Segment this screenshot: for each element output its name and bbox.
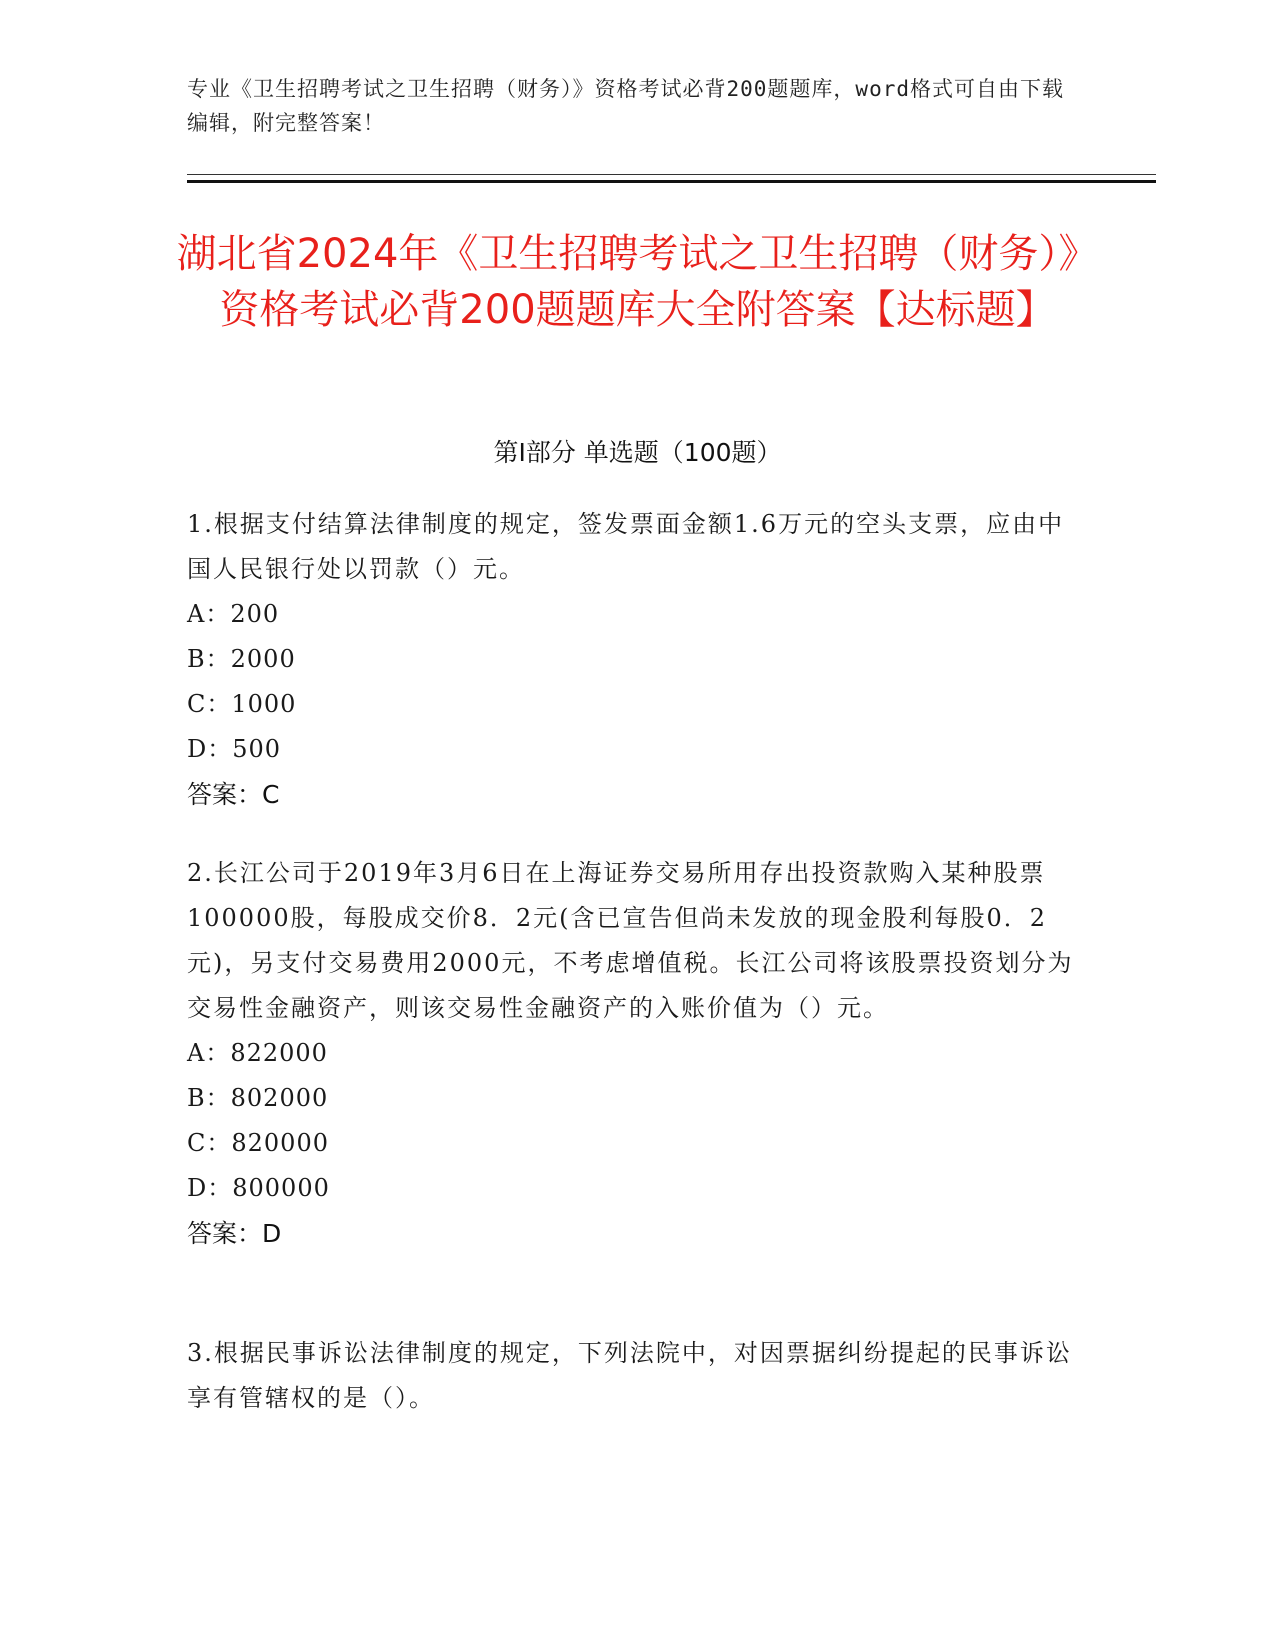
option-b: B：2000 xyxy=(187,645,296,673)
option-b: B：802000 xyxy=(187,1084,329,1112)
option-c: C：1000 xyxy=(187,690,297,718)
option-a: A：200 xyxy=(187,600,280,628)
header-divider-thin xyxy=(187,174,1156,175)
answer: 答案：D xyxy=(187,1219,282,1248)
option-c: C：820000 xyxy=(187,1129,329,1157)
header-note: 专业《卫生招聘考试之卫生招聘（财务）》资格考试必背200题题库，word格式可自由下载编辑，附完整答案！ xyxy=(187,77,1064,135)
question-text: 1.根据支付结算法律制度的规定，签发票面金额1.6万元的空头支票，应由中国人民银行处以罚款（）元。 xyxy=(187,510,1065,583)
question-1 xyxy=(187,502,1077,817)
option-a: A：822000 xyxy=(187,1039,328,1067)
option-d: D：500 xyxy=(187,735,282,763)
question-2 xyxy=(187,851,1077,1256)
answer: 答案：C xyxy=(187,780,280,809)
question-3 xyxy=(187,1331,1077,1421)
document-title: 湖北省2024年《卫生招聘考试之卫生招聘（财务）》资格考试必背200题题库大全附答案【达标题】 xyxy=(176,231,1099,333)
question-text: 3.根据民事诉讼法律制度的规定，下列法院中，对因票据纠纷提起的民事诉讼享有管辖权的是（）。 xyxy=(187,1339,1072,1412)
section-title: 第Ⅰ部分 单选题（100题） xyxy=(493,438,782,467)
header-divider-thick xyxy=(187,180,1156,183)
question-text: 2.长江公司于2019年3月6日在上海证券交易所用存出投资款购入某种股票100000股，每股成交价8．2元(含已宣告但尚未发放的现金股利每股0．2元)，另支付交易费用2000元，不考虑增值税。长江公司将该股票投资划分为交易性金融资产，则该交易性金融资产的入账价值为（）元。 xyxy=(187,859,1074,1022)
option-d: D：800000 xyxy=(187,1174,330,1202)
